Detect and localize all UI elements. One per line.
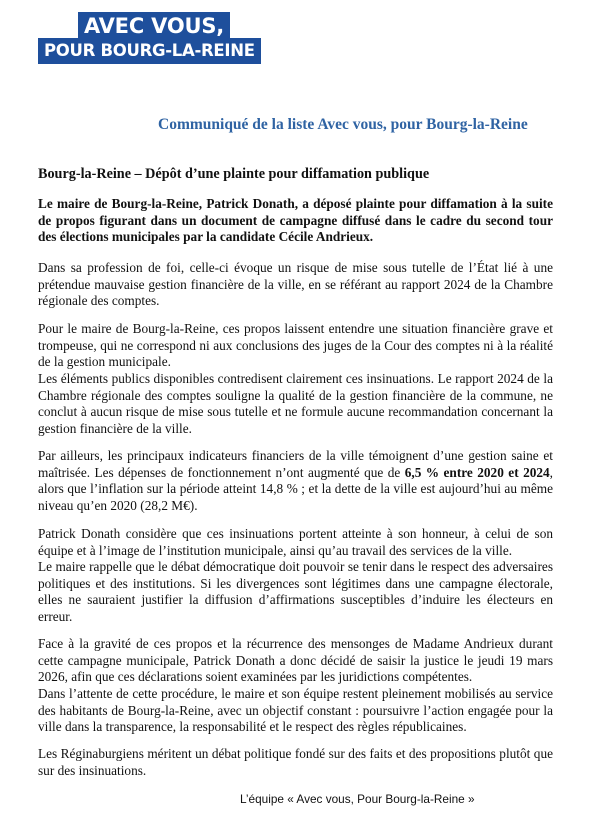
lead-paragraph: Le maire de Bourg-la-Reine, Patrick Donath, a déposé plainte pour diffamation à la suite de propos figurant dans un document de campagne diffusé dans le cadre du second tour des élections municipales par la candidate Cécile Andrieux. — [38, 196, 553, 245]
logo-line-1: AVEC VOUS, — [78, 12, 230, 40]
paragraph-9: Les Réginaburgiens méritent un débat politique fondé sur des faits et des propositions plutôt que sur des insinuations. — [38, 746, 553, 778]
paragraph-2: Pour le maire de Bourg-la-Reine, ces propos laissent entendre une situation financière grave et trompeuse, qui ne correspond ni aux conclusions des juges de la Cour des comptes ni à la réalité de la gestion municipale. — [38, 321, 553, 370]
paragraph-4-before: Par ailleurs, les principaux indicateurs financiers de la ville témoignent d’une gestion saine et maîtrisée. Les dépenses de fonctionnement n’ont augmenté que de — [38, 448, 553, 480]
press-release-subtitle: Bourg-la-Reine – Dépôt d’une plainte pour diffamation publique — [38, 166, 430, 182]
paragraph-4-emphasis: 6,5 % entre 2020 et 2024 — [404, 464, 550, 480]
paragraph-8: Dans l’attente de cette procédure, le maire et son équipe restent pleinement mobilisés au service des habitants de Bourg-la-Reine, avec un objectif constant : poursuivre l’action engagée pour la ville dans la transparence, la responsabilité et le respect des règles républicaines. — [38, 686, 553, 735]
paragraph-5: Patrick Donath considère que ces insinuations portent atteinte à son honneur, à celui de son équipe et à l’image de l’institution municipale, ainsi qu’au travail des services de la ville. — [38, 526, 553, 558]
paragraph-7: Face à la gravité de ces propos et la récurrence des mensonges de Madame Andrieux durant cette campagne municipale, Patrick Donath a donc décidé de saisir la justice le jeudi 19 mars 2026, afin que ces déclarations soient examinées par les juridictions compétentes. — [38, 636, 553, 685]
logo-line-2: POUR BOURG-LA-REINE — [38, 38, 261, 64]
paragraph-4 — [38, 448, 553, 514]
paragraph-6: Le maire rappelle que le débat démocratique doit pouvoir se tenir dans le respect des adversaires politiques et des institutions. Si les divergences sont légitimes dans une campagne électorale, elles ne sauraient justifier la diffusion d’affirmations susceptibles d’induire les électeurs en erreur. — [38, 559, 553, 624]
press-release-heading: Communiqué de la liste Avec vous, pour Bourg-la-Reine — [158, 116, 528, 133]
paragraph-1: Dans sa profession de foi, celle-ci évoque un risque de mise sous tutelle de l’État lié à une prétendue mauvaise gestion financière de la ville, en se référant au rapport 2024 de la Chambre régionale des comptes. — [38, 260, 553, 309]
campaign-logo — [38, 8, 270, 64]
paragraph-3: Les éléments publics disponibles contredisent clairement ces insinuations. Le rapport 2024 de la Chambre régionale des comptes souligne la qualité de la gestion financière de la commune, ne conclut à aucun risque de mise sous tutelle et ne formule aucune recommandation concernant la gestion financière de la ville. — [38, 371, 553, 436]
paragraph-4-after: , alors que l’inflation sur la période atteint 14,8 % ; et la dette de la ville est aujourd’hui au même niveau qu’en 2020 (28,2 M€). — [38, 464, 553, 513]
signature: L’équipe « Avec vous, Pour Bourg-la-Reine » — [240, 792, 475, 806]
